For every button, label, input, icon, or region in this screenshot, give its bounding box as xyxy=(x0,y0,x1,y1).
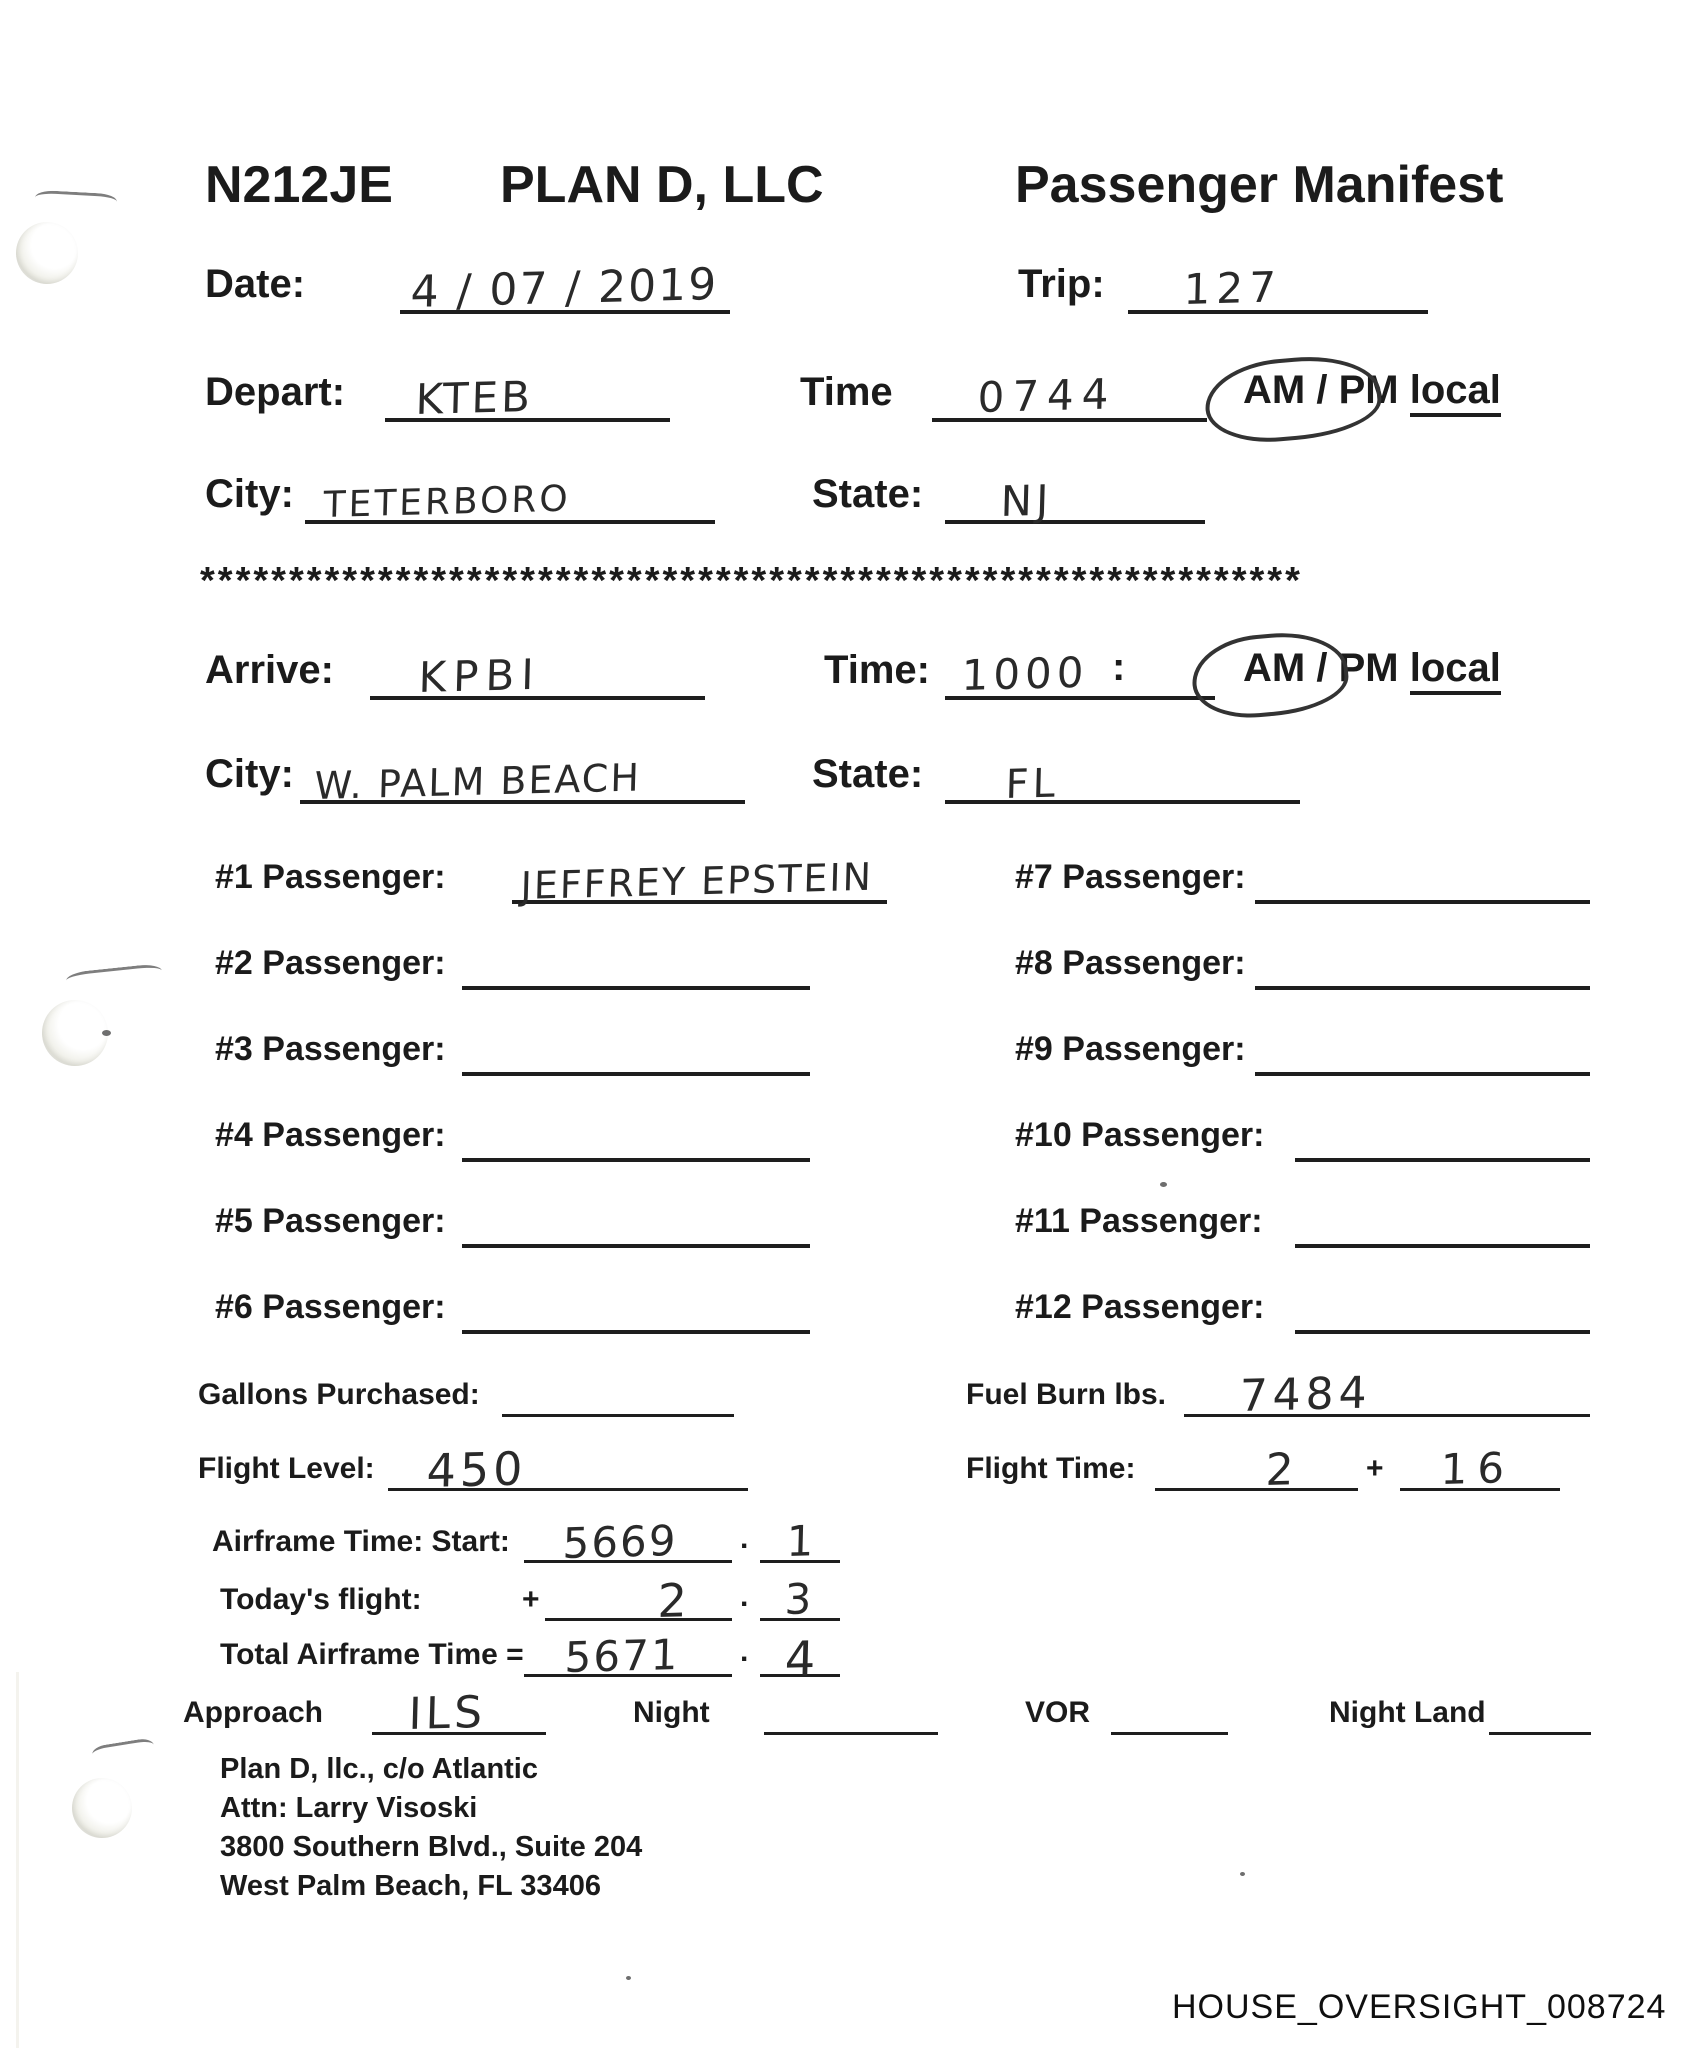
night-line xyxy=(764,1732,938,1735)
todays-flight-label: Today's flight: xyxy=(220,1583,422,1616)
date-label: Date: xyxy=(205,262,306,306)
passenger-line xyxy=(462,1072,810,1076)
passenger-value: JEFFREY EPSTEIN xyxy=(520,854,874,908)
hole-punch xyxy=(42,1000,108,1066)
total-airframe-tenths-value: 4 xyxy=(784,1631,817,1688)
passenger-line xyxy=(1295,1330,1590,1334)
depart-state-label: State: xyxy=(812,472,924,516)
trip-label: Trip: xyxy=(1018,262,1105,306)
todays-flight-tenths-line xyxy=(760,1574,840,1624)
fuel-burn-line xyxy=(1184,1367,1590,1422)
total-airframe-value: 5671 xyxy=(564,1629,681,1682)
night-land-label: Night Land xyxy=(1329,1696,1486,1729)
approach-value: ILS xyxy=(408,1686,487,1740)
passenger-label: #5 Passenger: xyxy=(215,1202,446,1240)
depart-state-line xyxy=(945,475,1205,526)
bates-number: HOUSE_OVERSIGHT_008724 xyxy=(1172,1988,1667,2026)
passenger-label: #9 Passenger: xyxy=(1015,1030,1246,1068)
depart-time-line xyxy=(932,369,1207,422)
date-line xyxy=(400,258,730,318)
address-line: Plan D, llc., c/o Atlantic xyxy=(220,1753,538,1785)
scan-speck xyxy=(102,1030,111,1036)
page-title: Passenger Manifest xyxy=(1015,156,1504,214)
passenger-label: #3 Passenger: xyxy=(215,1030,446,1068)
passenger-line xyxy=(1255,986,1590,990)
arrive-state-line xyxy=(945,760,1300,808)
total-airframe-dot: . xyxy=(740,1635,749,1668)
airframe-start-label: Airframe Time: Start: xyxy=(212,1525,510,1558)
arrive-city-value: W. PALM BEACH xyxy=(314,755,642,808)
airframe-start-line xyxy=(524,1515,732,1568)
am-circled-mark xyxy=(1202,350,1384,447)
ampm-slash: / xyxy=(1316,368,1328,412)
pm-option: PM xyxy=(1338,368,1399,412)
am-circled-mark xyxy=(1189,627,1352,722)
passenger-line xyxy=(1295,1244,1590,1248)
flight-time-minutes-value: 16 xyxy=(1440,1443,1515,1494)
local-label: local xyxy=(1410,368,1501,417)
ampm-slash: / xyxy=(1316,646,1328,690)
pencil-mark xyxy=(65,963,162,988)
todays-flight-value: 2 xyxy=(657,1573,688,1628)
arrive-airport-value: KPBI xyxy=(418,649,542,702)
fuel-burn-label: Fuel Burn lbs. xyxy=(966,1378,1167,1411)
flight-time-label: Flight Time: xyxy=(966,1452,1136,1485)
scan-speck xyxy=(1160,1182,1167,1187)
scan-speck xyxy=(1240,1872,1245,1876)
total-airframe-line xyxy=(524,1629,732,1682)
passenger-label: #12 Passenger: xyxy=(1015,1288,1265,1326)
todays-flight-plus: + xyxy=(522,1583,540,1616)
flight-level-value: 450 xyxy=(426,1441,528,1498)
flight-time-hours-line xyxy=(1155,1444,1358,1496)
passenger-label: #8 Passenger: xyxy=(1015,944,1246,982)
company-address xyxy=(220,1750,642,1906)
arrive-state-value: FL xyxy=(1005,760,1060,808)
arrive-time-label: Time: xyxy=(824,648,930,692)
airframe-start-tenths-line xyxy=(760,1516,840,1566)
passenger-line xyxy=(1295,1158,1590,1162)
arrive-time-value: 1000 xyxy=(961,647,1090,700)
address-line: 3800 Southern Blvd., Suite 204 xyxy=(220,1831,643,1863)
depart-state-value: NJ xyxy=(1000,475,1054,526)
airframe-start-tenths-value: 1 xyxy=(786,1516,815,1566)
depart-city-line xyxy=(305,478,715,526)
local-label: local xyxy=(1410,646,1501,695)
passenger-label: #10 Passenger: xyxy=(1015,1116,1265,1154)
approach-line xyxy=(372,1686,546,1740)
flight-time-hours-value: 2 xyxy=(1265,1444,1295,1496)
pm-option: PM xyxy=(1338,646,1399,690)
airframe-start-dot: . xyxy=(740,1522,749,1555)
scan-speck xyxy=(626,1976,631,1980)
gallons-label: Gallons Purchased: xyxy=(198,1378,480,1411)
date-value: 4 / 07 / 2019 xyxy=(410,258,719,318)
depart-airport-value: KTEB xyxy=(415,371,534,424)
vor-line xyxy=(1111,1732,1228,1735)
approach-label: Approach xyxy=(183,1696,324,1729)
fuel-burn-value: 7484 xyxy=(1239,1367,1373,1422)
tail-number: N212JE xyxy=(205,156,393,214)
operator-name: PLAN D, LLC xyxy=(500,156,824,214)
vor-label: VOR xyxy=(1025,1696,1091,1729)
passenger-label: #4 Passenger: xyxy=(215,1116,446,1154)
arrive-city-line xyxy=(300,755,745,808)
asterisk-separator: ************************************************************** xyxy=(200,560,1303,602)
am-option: AM xyxy=(1243,646,1306,690)
depart-label: Depart: xyxy=(205,370,346,414)
arrive-time-colon: : xyxy=(1112,645,1126,689)
depart-airport-line xyxy=(385,371,670,424)
arrive-label: Arrive: xyxy=(205,648,334,692)
arrive-time-line xyxy=(945,647,1215,700)
passenger-label: #2 Passenger: xyxy=(215,944,446,982)
flight-level-label: Flight Level: xyxy=(198,1452,375,1485)
trip-line xyxy=(1128,262,1428,314)
am-option: AM xyxy=(1243,368,1306,412)
depart-city-value: TETERBORO xyxy=(323,478,572,526)
pencil-mark xyxy=(35,190,118,209)
trip-value: 127 xyxy=(1183,262,1283,314)
passenger-label: #1 Passenger: xyxy=(215,858,446,896)
depart-time-label: Time xyxy=(800,370,893,414)
passenger-label: #11 Passenger: xyxy=(1015,1202,1263,1240)
depart-time-value: 0744 xyxy=(977,369,1118,422)
passenger-line xyxy=(512,854,887,908)
arrive-city-label: City: xyxy=(205,752,294,796)
passenger-line xyxy=(462,986,810,990)
total-airframe-label: Total Airframe Time = xyxy=(220,1638,524,1671)
passenger-line xyxy=(1255,900,1590,904)
flight-time-plus: + xyxy=(1366,1452,1384,1485)
todays-flight-line xyxy=(545,1573,732,1628)
pencil-mark xyxy=(91,1737,155,1762)
address-line: Attn: Larry Visoski xyxy=(220,1792,478,1824)
passenger-label: #6 Passenger: xyxy=(215,1288,446,1326)
flight-level-line xyxy=(388,1441,748,1498)
night-land-line xyxy=(1489,1732,1591,1735)
address-line: West Palm Beach, FL 33406 xyxy=(220,1870,601,1902)
total-airframe-tenths-line xyxy=(760,1631,840,1688)
passenger-line xyxy=(462,1244,810,1248)
passenger-line xyxy=(462,1330,810,1334)
depart-city-label: City: xyxy=(205,472,294,516)
scan-edge-line xyxy=(16,1672,19,2048)
passenger-line xyxy=(1255,1072,1590,1076)
arrive-airport-line xyxy=(370,649,705,702)
arrive-state-label: State: xyxy=(812,752,924,796)
hole-punch xyxy=(16,222,78,284)
night-label: Night xyxy=(633,1696,710,1729)
passenger-line xyxy=(462,1158,810,1162)
todays-flight-dot: . xyxy=(740,1580,749,1613)
flight-time-minutes-line xyxy=(1400,1443,1560,1494)
passenger-label: #7 Passenger: xyxy=(1015,858,1246,896)
gallons-line xyxy=(502,1414,734,1417)
airframe-start-value: 5669 xyxy=(562,1515,679,1568)
todays-flight-tenths-value: 3 xyxy=(784,1574,813,1624)
hole-punch xyxy=(72,1778,132,1838)
